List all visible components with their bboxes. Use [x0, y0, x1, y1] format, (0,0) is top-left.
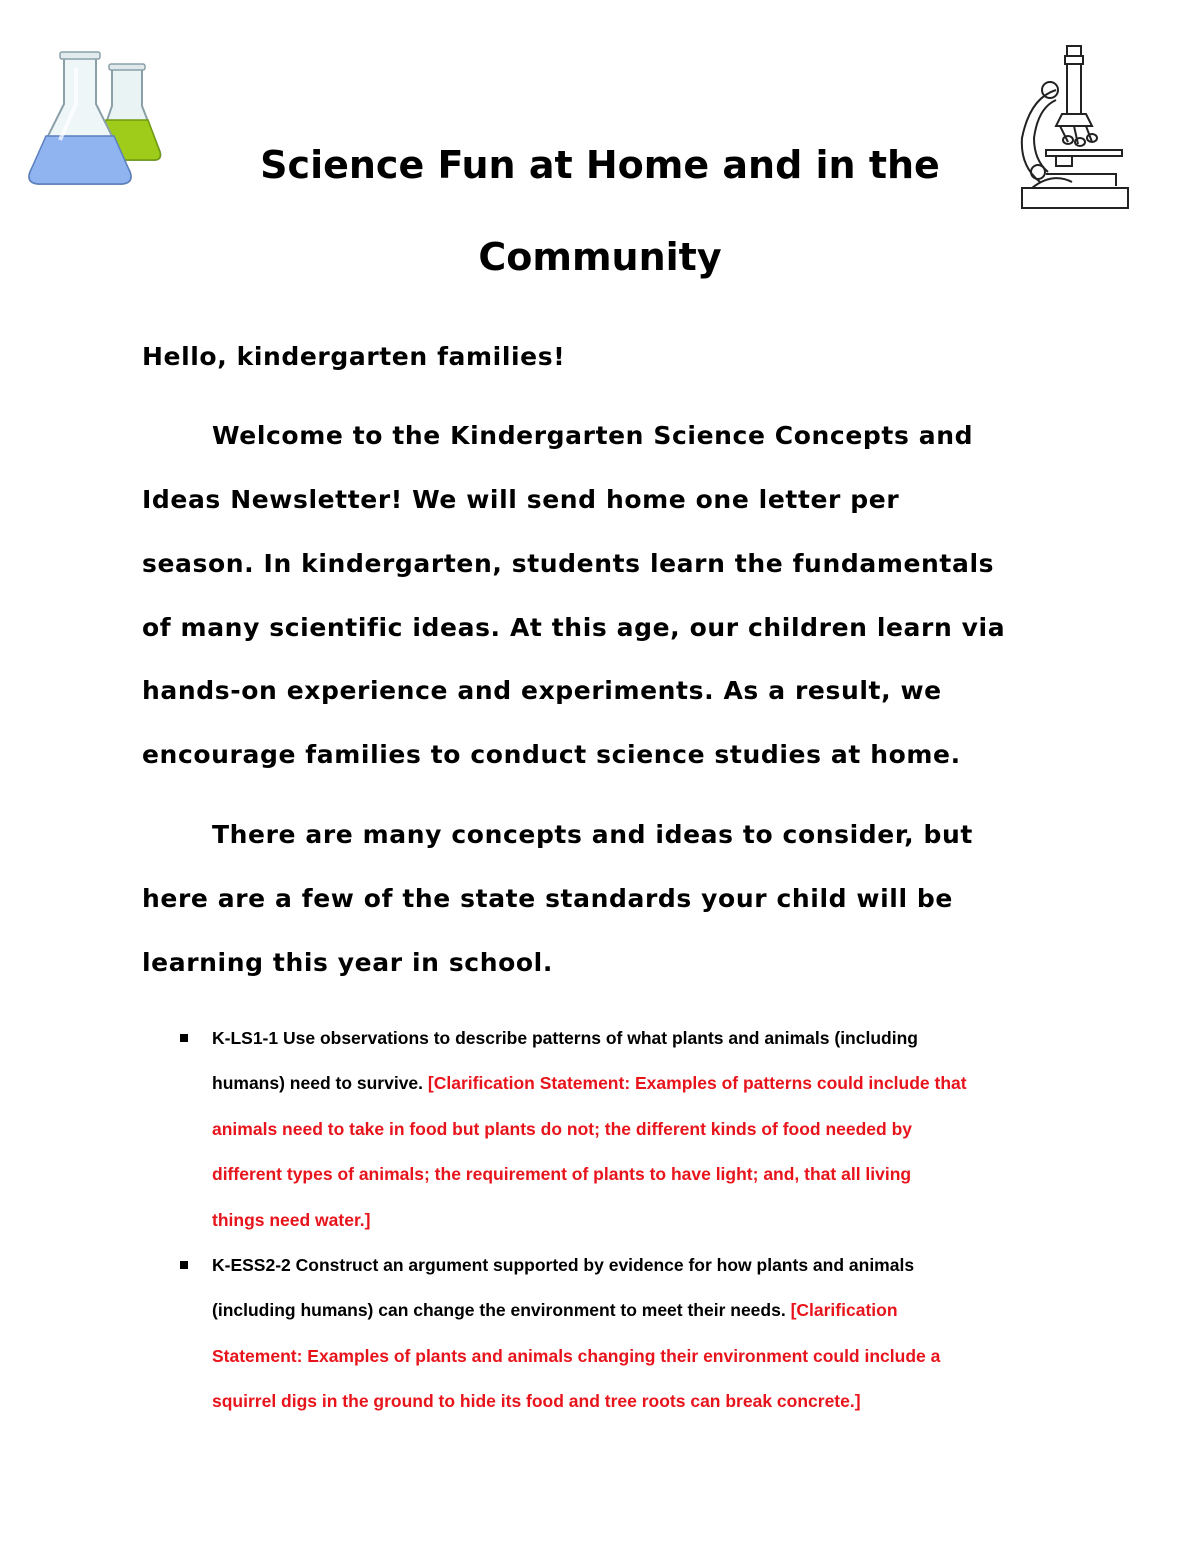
standard-line: humans) need to survive. [Clarification Statement: Examples of patterns could include that — [212, 1073, 967, 1093]
paragraph-2-line: learning this year in school. — [142, 948, 553, 977]
microscope-icon — [1012, 42, 1136, 212]
greeting: Hello, kindergarten families! — [142, 342, 566, 371]
page-title-line-1: Science Fun at Home and in the — [260, 143, 940, 187]
standard-line: (including humans) can change the environment to meet their needs. [Clarification — [212, 1300, 898, 1320]
standard-line: things need water.] — [212, 1210, 371, 1230]
paragraph-2-line: here are a few of the state standards your child will be — [142, 884, 953, 913]
page-title-line-2: Community — [478, 235, 722, 279]
paragraph-1-line: of many scientific ideas. At this age, our children learn via — [142, 613, 1006, 642]
standard-line: different types of animals; the requirement of plants to have light; and, that all living — [212, 1164, 912, 1184]
paragraph-1-line: hands-on experience and experiments. As a result, we — [142, 676, 942, 705]
paragraph-1-line: Welcome to the Kindergarten Science Concepts and — [212, 421, 974, 450]
standard-line: squirrel digs in the ground to hide its food and tree roots can break concrete.] — [212, 1391, 861, 1411]
paragraph-1-line: season. In kindergarten, students learn the fundamentals — [142, 549, 995, 578]
paragraph-1-line: encourage families to conduct science studies at home. — [142, 740, 961, 769]
flasks-icon — [24, 48, 169, 190]
standard-line: Statement: Examples of plants and animals changing their environment could include a — [212, 1346, 941, 1366]
standard-line: K-LS1-1 Use observations to describe patterns of what plants and animals (including — [212, 1028, 918, 1048]
standard-line: K-ESS2-2 Construct an argument supported by evidence for how plants and animals — [212, 1255, 915, 1275]
paragraph-2-line: There are many concepts and ideas to consider, but — [212, 820, 973, 849]
standard-line: animals need to take in food but plants do not; the different kinds of food needed by — [212, 1119, 913, 1139]
bullet-square-icon — [180, 1261, 188, 1269]
bullet-square-icon — [180, 1034, 188, 1042]
paragraph-1-line: Ideas Newsletter! We will send home one letter per — [142, 485, 900, 514]
